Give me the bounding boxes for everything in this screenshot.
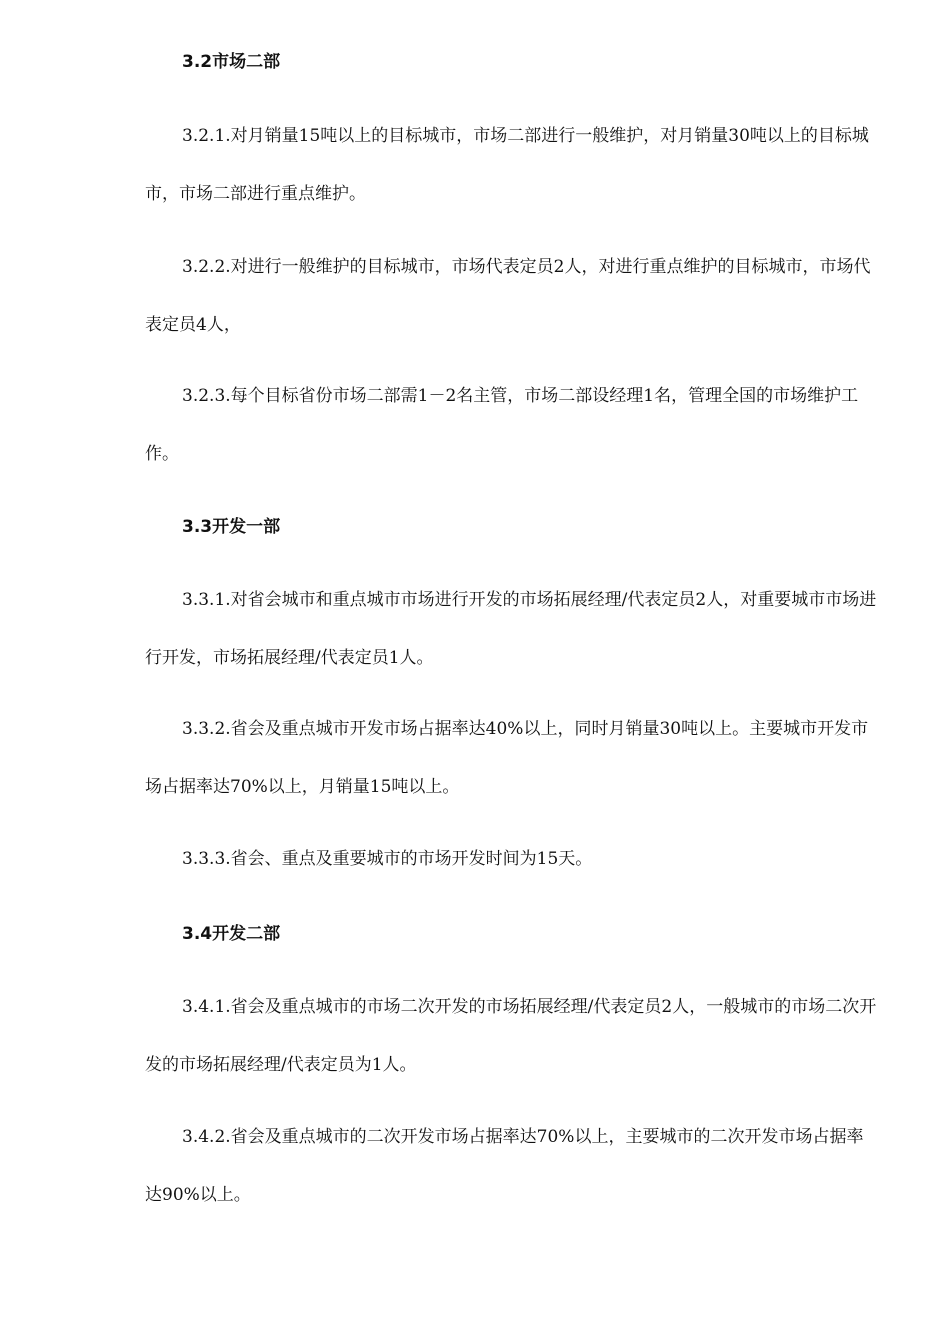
paragraph-3-3-3: 3.3.3.省会、重点及重要城市的市场开发时间为15天。 — [182, 849, 593, 869]
paragraph-3-4-2: 3.4.2.省会及重点城市的二次开发市场占据率达70%以上，主要城市的二次开发市场占据率达90%以上。 — [145, 1127, 864, 1205]
paragraph-3-3-2: 3.3.2.省会及重点城市开发市场占据率达40%以上，同时月销量30吨以上。主要城市开发市场占据率达70%以上，月销量15吨以上。 — [145, 719, 869, 797]
section-heading-3-3: 3.3开发一部 — [182, 517, 281, 537]
paragraph-3-2-2: 3.2.2.对进行一般维护的目标城市，市场代表定员2人，对进行重点维护的目标城市，市场代表定员4人， — [145, 257, 871, 335]
paragraph-3-3-1: 3.3.1.对省会城市和重点城市市场进行开发的市场拓展经理/代表定员2人，对重要城市市场进行开发，市场拓展经理/代表定员1人。 — [145, 590, 877, 668]
section-heading-3-2: 3.2市场二部 — [182, 52, 281, 72]
paragraph-3-2-1: 3.2.1.对月销量15吨以上的目标城市，市场二部进行一般维护，对月销量30吨以上的目标城市，市场二部进行重点维护。 — [145, 126, 869, 204]
paragraph-3-2-3: 3.2.3.每个目标省份市场二部需1－2名主管，市场二部设经理1名，管理全国的市场维护工作。 — [145, 386, 859, 464]
section-heading-3-4: 3.4开发二部 — [182, 924, 281, 944]
paragraph-3-4-1: 3.4.1.省会及重点城市的市场二次开发的市场拓展经理/代表定员2人，一般城市的市场二次开发的市场拓展经理/代表定员为1人。 — [145, 997, 877, 1075]
